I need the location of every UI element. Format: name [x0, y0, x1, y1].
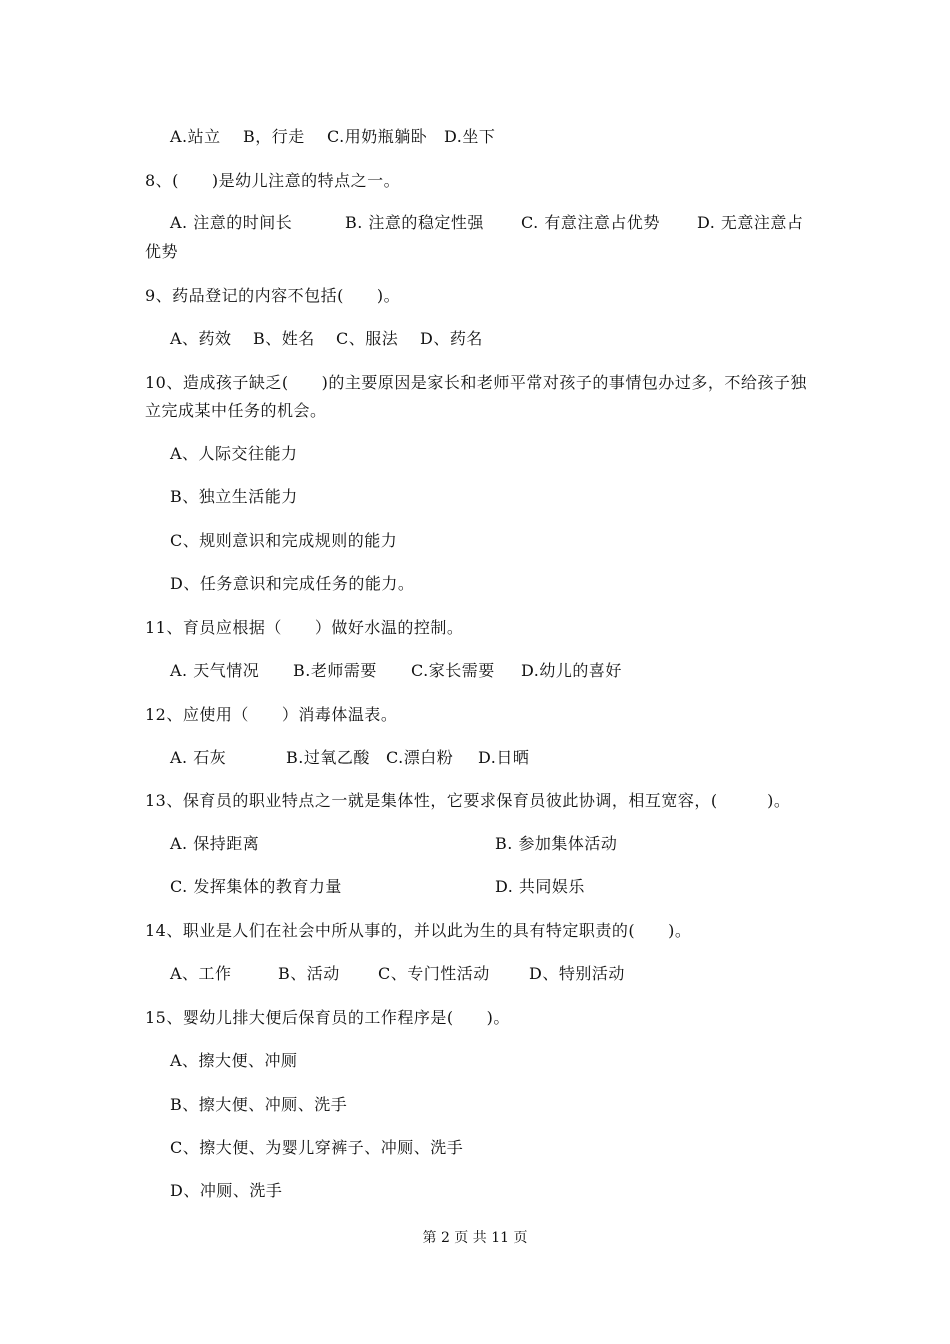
- q15-option-b: B、擦大便、冲厕、洗手: [170, 1095, 348, 1114]
- q13-option-a: A. 保持距离: [170, 834, 260, 853]
- q15-option-a: A、擦大便、冲厕: [170, 1051, 298, 1070]
- q15-option-d: D、冲厕、洗手: [170, 1181, 283, 1200]
- q13-option-c: C. 发挥集体的教育力量: [170, 877, 342, 896]
- q10-option-b: B、独立生活能力: [170, 487, 298, 506]
- q9-option-a: A、药效: [170, 329, 232, 348]
- q15-option-c: C、擦大便、为婴儿穿裤子、冲厕、洗手: [170, 1138, 464, 1157]
- q12-option-a: A. 石灰: [170, 748, 227, 767]
- q10-stem-line2: 立完成某中任务的机会。: [145, 401, 327, 420]
- q14-option-c: C、专门性活动: [378, 964, 490, 983]
- q10-option-c: C、规则意识和完成规则的能力: [170, 531, 398, 550]
- q9-stem: 9、药品登记的内容不包括( )。: [145, 286, 401, 305]
- q13-option-d: D. 共同娱乐: [495, 877, 585, 896]
- q8-option-c: C. 有意注意占优势: [521, 213, 660, 232]
- q11-stem: 11、育员应根据（ ）做好水温的控制。: [145, 618, 464, 637]
- q7-option-b: B，行走: [243, 127, 305, 146]
- q11-option-d: D.幼儿的喜好: [521, 661, 622, 680]
- q9-option-c: C、服法: [336, 329, 399, 348]
- q11-option-a: A. 天气情况: [170, 661, 260, 680]
- q12-stem: 12、应使用（ ）消毒体温表。: [145, 705, 398, 724]
- q9-option-b: B、姓名: [253, 329, 315, 348]
- q10-option-a: A、人际交往能力: [170, 444, 298, 463]
- q10-stem-line1: 10、造成孩子缺乏( )的主要原因是家长和老师平常对孩子的事情包办过多，不给孩子独: [145, 373, 807, 392]
- q10-option-d: D、任务意识和完成任务的能力。: [170, 574, 415, 593]
- q12-option-c: C.漂白粉: [386, 748, 454, 767]
- q11-option-c: C.家长需要: [411, 661, 495, 680]
- q7-option-c: C.用奶瓶躺卧: [327, 127, 428, 146]
- q11-option-b: B.老师需要: [293, 661, 377, 680]
- q7-option-a: A.站立: [170, 127, 221, 146]
- q14-stem: 14、职业是人们在社会中所从事的，并以此为生的具有特定职责的( )。: [145, 921, 692, 940]
- q9-option-d: D、药名: [420, 329, 483, 348]
- q14-option-b: B、活动: [278, 964, 340, 983]
- q8-option-d: D. 无意注意占: [697, 213, 804, 232]
- q13-option-b: B. 参加集体活动: [495, 834, 618, 853]
- page-footer: 第 2 页 共 11 页: [422, 1230, 528, 1246]
- q14-option-a: A、工作: [170, 964, 232, 983]
- q13-stem: 13、保育员的职业特点之一就是集体性，它要求保育员彼此协调，相互宽容，( )。: [145, 791, 791, 810]
- q12-option-d: D.日晒: [478, 748, 530, 767]
- q14-option-d: D、特别活动: [529, 964, 625, 983]
- q12-option-b: B.过氧乙酸: [286, 748, 370, 767]
- q8-option-a: A. 注意的时间长: [170, 213, 293, 232]
- q7-option-d: D.坐下: [444, 127, 496, 146]
- q8-option-b: B. 注意的稳定性强: [345, 213, 484, 232]
- q8-option-d-wrap: 优势: [145, 242, 179, 261]
- q8-stem: 8、( )是幼儿注意的特点之一。: [145, 171, 401, 190]
- q15-stem: 15、婴幼儿排大便后保育员的工作程序是( )。: [145, 1008, 510, 1027]
